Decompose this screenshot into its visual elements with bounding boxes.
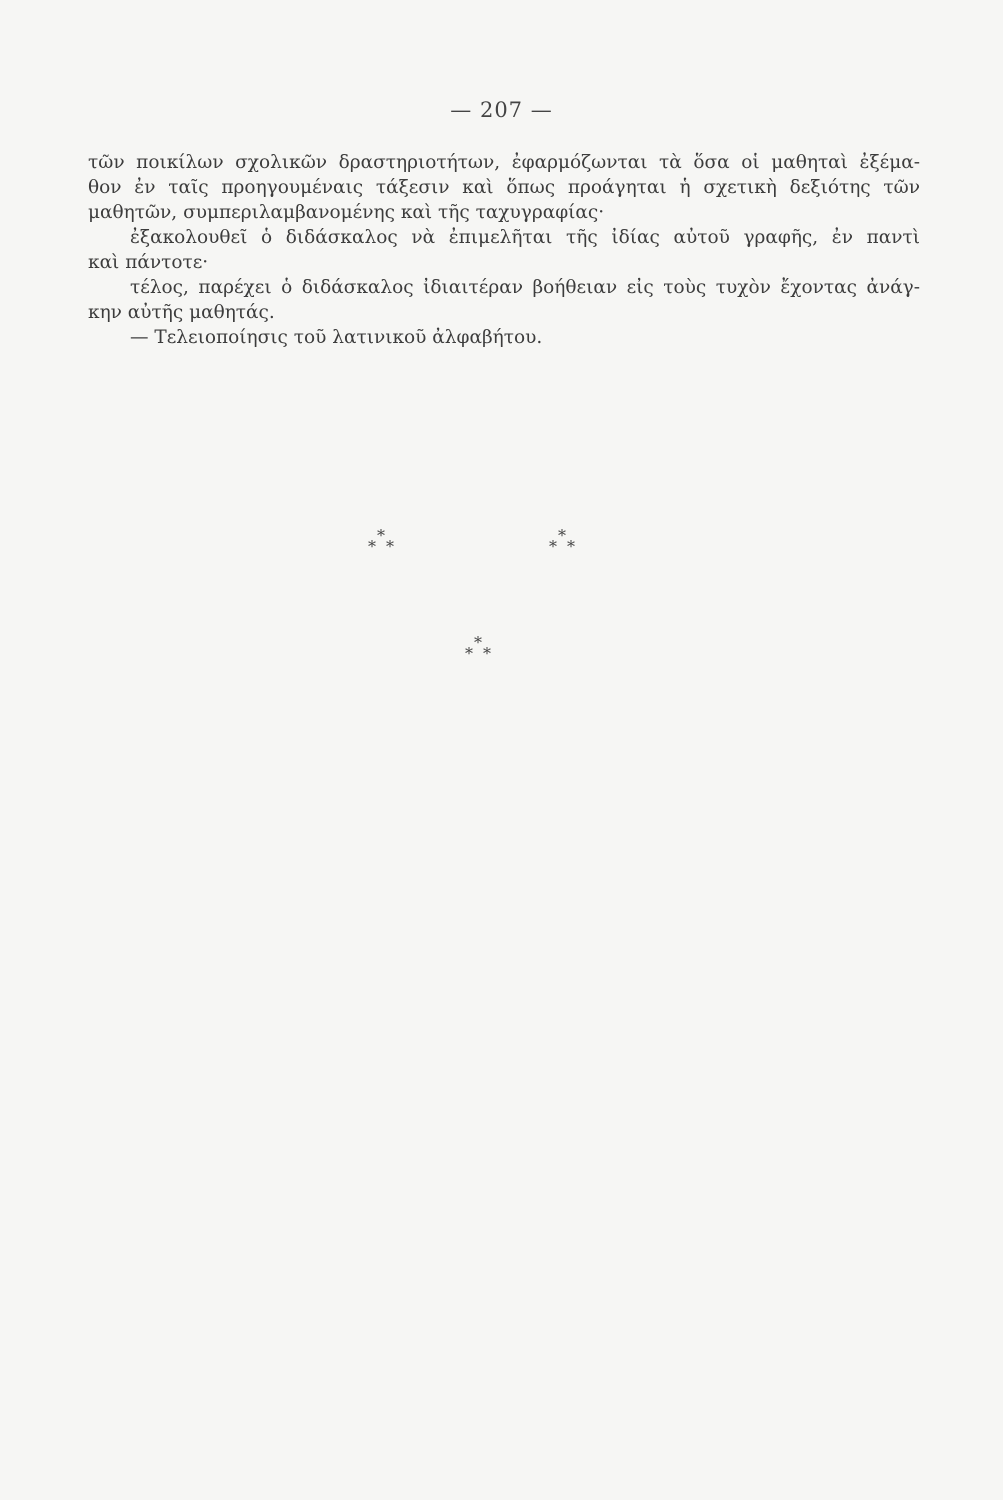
text-line-7: κην αὐτῆς μαθητάς. — [88, 302, 275, 323]
asterism-star: * — [377, 526, 385, 545]
asterism-right — [545, 526, 585, 556]
asterism-left — [364, 526, 404, 556]
body-text — [88, 150, 920, 350]
text-line-3: μαθητῶν, συμπεριλαμβανομένης καὶ τῆς ταχυγραφίας· — [88, 202, 605, 223]
asterism-star: * — [368, 537, 376, 556]
asterism-star: * — [386, 537, 394, 556]
section-heading-line: — Τελειοποίησις τοῦ λατινικοῦ ἀλφαβήτου. — [130, 327, 543, 348]
asterism-star: * — [558, 526, 566, 545]
asterism-center — [461, 633, 501, 663]
text-line-6: τέλος, παρέχει ὁ διδάσκαλος ἰδιαιτέραν βοήθειαν εἰς τοὺς τυχὸν ἔχοντας ἀνάγ- — [130, 277, 920, 298]
asterism-star: * — [567, 537, 575, 556]
asterism-star: * — [474, 633, 482, 652]
asterism-star: * — [483, 644, 491, 663]
asterism-star: * — [465, 644, 473, 663]
text-line-2: θον ἐν ταῖς προηγουμέναις τάξεσιν καὶ ὅπως προάγηται ἡ σχετικὴ δεξιότης τῶν — [88, 177, 920, 198]
page-number: — 207 — — [450, 98, 553, 122]
text-line-4: ἐξακολουθεῖ ὁ διδάσκαλος νὰ ἐπιμελῆται τῆς ἰδίας αὐτοῦ γραφῆς, ἐν παντὶ — [130, 227, 920, 248]
text-line-1: τῶν ποικίλων σχολικῶν δραστηριοτήτων, ἐφαρμόζωνται τὰ ὅσα οἱ μαθηταὶ ἐξέμα- — [88, 152, 920, 173]
asterism-star: * — [549, 537, 557, 556]
text-line-5: καὶ πάντοτε· — [88, 252, 209, 273]
